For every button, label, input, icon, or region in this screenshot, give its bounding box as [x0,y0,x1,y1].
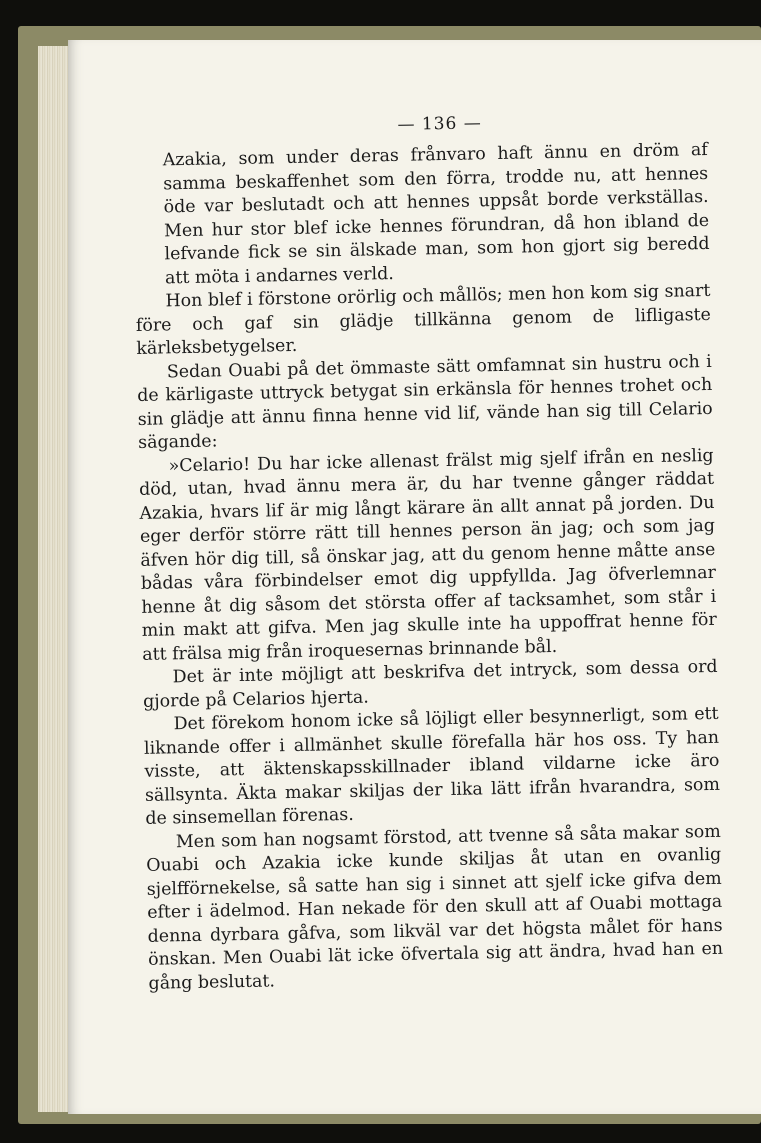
page-number: — 136 — [397,113,482,135]
paragraph: Det är inte möjligt att beskrifva det intryck, som dessa ord gjorde på Celarios hjerta. [142,656,718,712]
paragraph: »Celario! Du har icke allenast frälst mig sjelf ifrån en neslig död, utan, hvad ännu mera är, du har tvenne gånger räddat Azakia, hvars lif är mig långt kärare än allt annat på jorden. Du eger derför större rätt till hennes person än jag; och som jag äfven hör dig till, så önskar jag, att du genom henne måtte anse bådas våra förbindelser emot dig uppfyllda. Jag öfverlemnar henne åt dig såsom det största offer af tacksamhet, som står i min makt att gifva. Men jag skulle inte ha uppoffrat henne för att frälsa mig från iroquesernas brinnande bål. [138,445,717,665]
paragraph: Det förekom honom icke så löjligt eller besynnerligt, som ett liknande offer i allmänhet skulle förefalla här hos oss. Ty han visste, att äktenskapsskillnader ibland vildarne icke äro sällsynta. Äkta makar skiljas der lika lätt ifrån hvarandra, som de sinsemellan förenas. [143,703,721,829]
paragraph: Hon blef i förstone orörlig och mållös; men hon kom sig snart före och gaf sin glädje tillkänna genom de lifligaste kärleksbetygelser. [135,280,712,359]
paragraph: Sedan Ouabi på det ömmaste sätt omfamnat sin hustru och i de kärligaste uttryck betygat sin erkänsla för hennes trohet och sin glädje att ännu finna henne vid lif, vände han sig till Celario sägande: [137,351,713,453]
paragraph: Men som han nogsamt förstod, att tvenne så såta makar som Ouabi och Azakia icke kunde skiljas åt utan en ovanlig sjelfförnekelse, så satte han sig i sinnet att sjelf icke gifva dem efter i ädelmod. Han nekade för den skull att af Ouabi mottaga denna dyrbara gåfva, som likväl var det högsta målet för hans önskan. Men Ouabi lät icke öfvertala sig att ändra, hvad han en gång beslutat. [146,821,724,994]
page-content [132,109,724,996]
paragraph: Azakia, som under deras frånvaro haft ännu en dröm af samma beskaffenhet som den förra, trodde nu, att hennes öde var beslutadt och att hennes uppsåt borde verkställas. Men hur stor blef icke hennes förundran, då hon ibland de lefvande fick se sin älskade man, som hon gjort sig beredd att möta i andarnes verld. [162,139,710,288]
page-edges [38,46,72,1112]
